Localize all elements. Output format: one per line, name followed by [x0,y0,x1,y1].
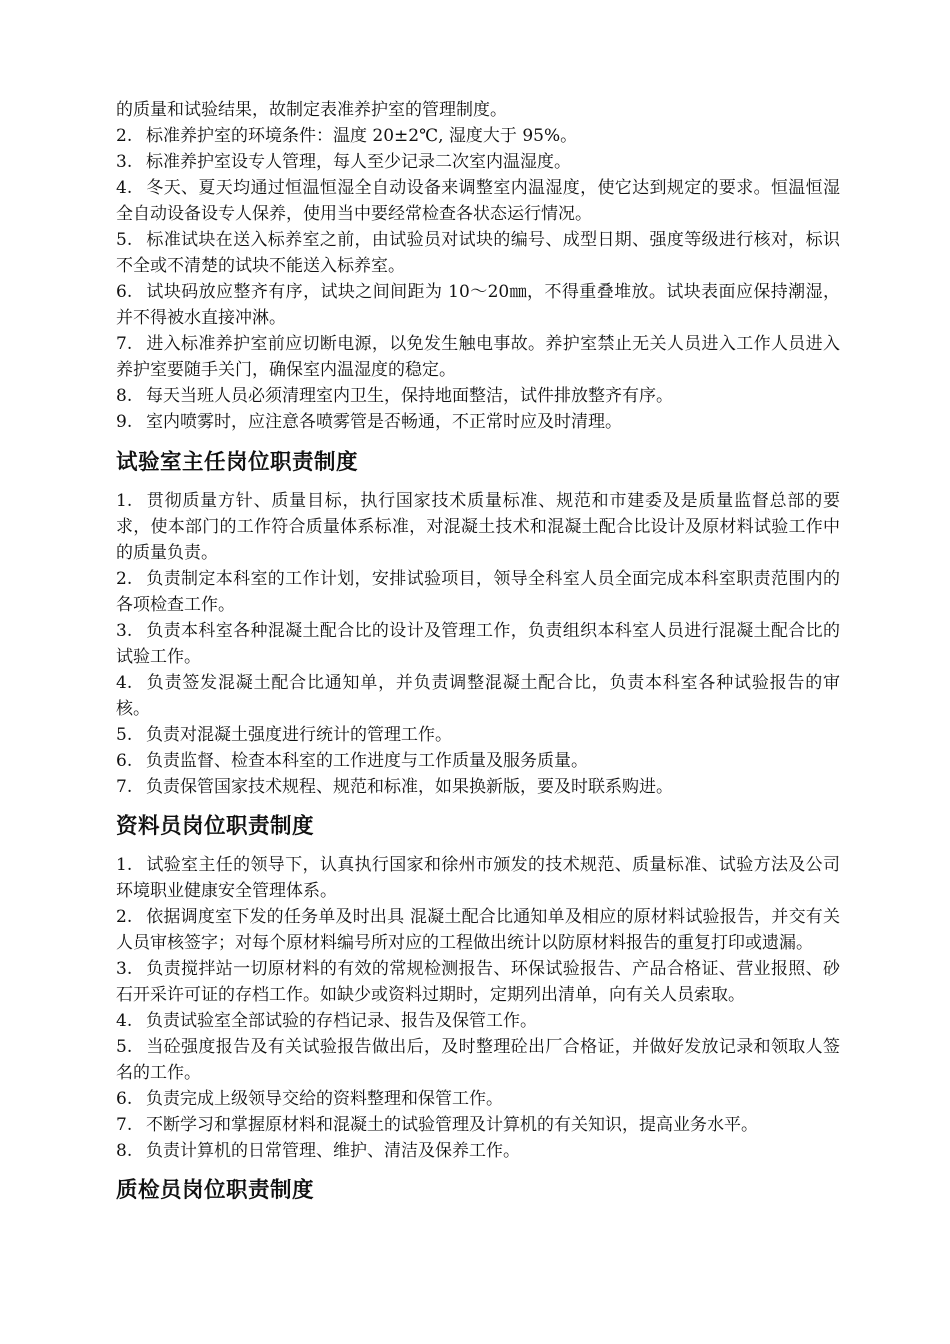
list-item [116,227,840,279]
item-number: 6. [116,282,133,302]
list-item [116,1138,840,1164]
list-item [116,409,840,435]
item-text: 标准养护室设专人管理，每人至少记录二次室内温湿度。 [146,152,571,172]
item-number: 2. [116,126,133,146]
list-item [116,149,840,175]
item-text: 负责搅拌站一切原材料的有效的常规检测报告、环保试验报告、产品合格证、营业报照、砂石开采许可证的存档工作。如缺少或资料过期时，定期列出清单，向有关人员索取。 [116,959,840,1005]
list-item [116,1112,840,1138]
item-text: 进入标准养护室前应切断电源，以免发生触电事故。养护室禁止无关人员进入工作人员进入养护室要随手关门，确保室内温湿度的稳定。 [116,334,840,380]
list-item [116,566,840,618]
list-item [116,123,840,149]
item-number: 7. [116,1115,133,1135]
item-text: 贯彻质量方针、质量目标，执行国家技术质量标准、规范和市建委及是质量监督总部的要求，使本部门的工作符合质量体系标准，对混凝土技术和混凝土配合比设计及原材料试验工作中的质量负责。 [116,491,840,563]
item-number: 2. [116,569,133,589]
lab-director-list [116,488,840,800]
item-number: 2. [116,907,133,927]
item-number: 3. [116,152,133,172]
item-text: 不断学习和掌握原材料和混凝土的试验管理及计算机的有关知识，提高业务水平。 [146,1115,758,1135]
archivist-list [116,852,840,1164]
list-item [116,1086,840,1112]
item-number: 1. [116,491,133,511]
item-number: 5. [116,1037,133,1057]
item-number: 5. [116,230,133,250]
item-number: 4. [116,178,133,198]
item-number: 6. [116,751,133,771]
list-item [116,748,840,774]
section-title-archivist: 资料员岗位职责制度 [116,814,315,839]
item-text: 试验室主任的领导下，认真执行国家和徐州市颁发的技术规范、质量标准、试验方法及公司环境职业健康安全管理体系。 [116,855,840,901]
item-text: 标准试块在送入标养室之前，由试验员对试块的编号、成型日期、强度等级进行核对，标识不全或不清楚的试块不能送入标养室。 [116,230,840,276]
list-item [116,175,840,227]
item-number: 8. [116,1141,133,1161]
section-title-lab-director: 试验室主任岗位职责制度 [116,450,359,475]
item-text: 负责监督、检查本科室的工作进度与工作质量及服务质量。 [146,751,588,771]
item-text: 每天当班人员必须清理室内卫生，保持地面整洁，试件排放整齐有序。 [146,386,673,406]
list-item [116,956,840,1008]
item-text: 依据调度室下发的任务单及时出具 混凝土配合比通知单及相应的原材料试验报告，并交有关人员审核签字；对每个原材料编号所对应的工程做出统计以防原材料报告的重复打印或遗漏。 [116,907,840,953]
list-item [116,1034,840,1086]
list-item [116,618,840,670]
item-text: 负责对混凝土强度进行统计的管理工作。 [146,725,452,745]
list-item [116,904,840,956]
list-item [116,670,840,722]
item-number: 4. [116,673,133,693]
list-item [116,279,840,331]
intro-list [116,123,840,435]
item-number: 4. [116,1011,133,1031]
item-text: 负责试验室全部试验的存档记录、报告及保管工作。 [146,1011,537,1031]
item-number: 1. [116,855,133,875]
item-text: 室内喷雾时，应注意各喷雾管是否畅通，不正常时应及时清理。 [146,412,622,432]
list-item [116,774,840,800]
item-text: 负责保管国家技术规程、规范和标准，如果换新版，要及时联系购进。 [146,777,673,797]
intro-continuation-line: 的质量和试验结果，故制定表准养护室的管理制度。 [116,100,507,120]
item-text: 负责完成上级领导交给的资料整理和保管工作。 [146,1089,503,1109]
section-title-quality-inspector: 质检员岗位职责制度 [116,1178,315,1203]
item-number: 5. [116,725,133,745]
item-text: 负责计算机的日常管理、维护、清洁及保养工作。 [146,1141,520,1161]
item-number: 7. [116,777,133,797]
list-item [116,852,840,904]
item-text: 当砼强度报告及有关试验报告做出后，及时整理砼出厂合格证，并做好发放记录和领取人签名的工作。 [116,1037,840,1083]
item-text: 试块码放应整齐有序，试块之间间距为 10～20㎜，不得重叠堆放。试块表面应保持潮湿，并不得被水直接冲淋。 [116,282,840,328]
item-text: 负责签发混凝土配合比通知单，并负责调整混凝土配合比，负责本科室各种试验报告的审核。 [116,673,840,719]
item-number: 3. [116,621,133,641]
list-item [116,722,840,748]
item-number: 7. [116,334,133,354]
document-page [116,97,840,1206]
list-item [116,331,840,383]
list-item [116,488,840,566]
item-number: 9. [116,412,133,432]
item-text: 负责本科室各种混凝土配合比的设计及管理工作，负责组织本科室人员进行混凝土配合比的试验工作。 [116,621,840,667]
item-text: 标准养护室的环境条件：温度 20±2℃, 湿度大于 95%。 [146,126,578,146]
intro-section [116,97,840,435]
list-item [116,1008,840,1034]
item-number: 8. [116,386,133,406]
item-text: 负责制定本科室的工作计划，安排试验项目，领导全科室人员全面完成本科室职责范围内的各项检查工作。 [116,569,840,615]
list-item [116,383,840,409]
item-text: 冬天、夏天均通过恒温恒湿全自动设备来调整室内温湿度，使它达到规定的要求。恒温恒湿全自动设备设专人保养，使用当中要经常检查各状态运行情况。 [116,178,840,224]
item-number: 6. [116,1089,133,1109]
item-number: 3. [116,959,133,979]
